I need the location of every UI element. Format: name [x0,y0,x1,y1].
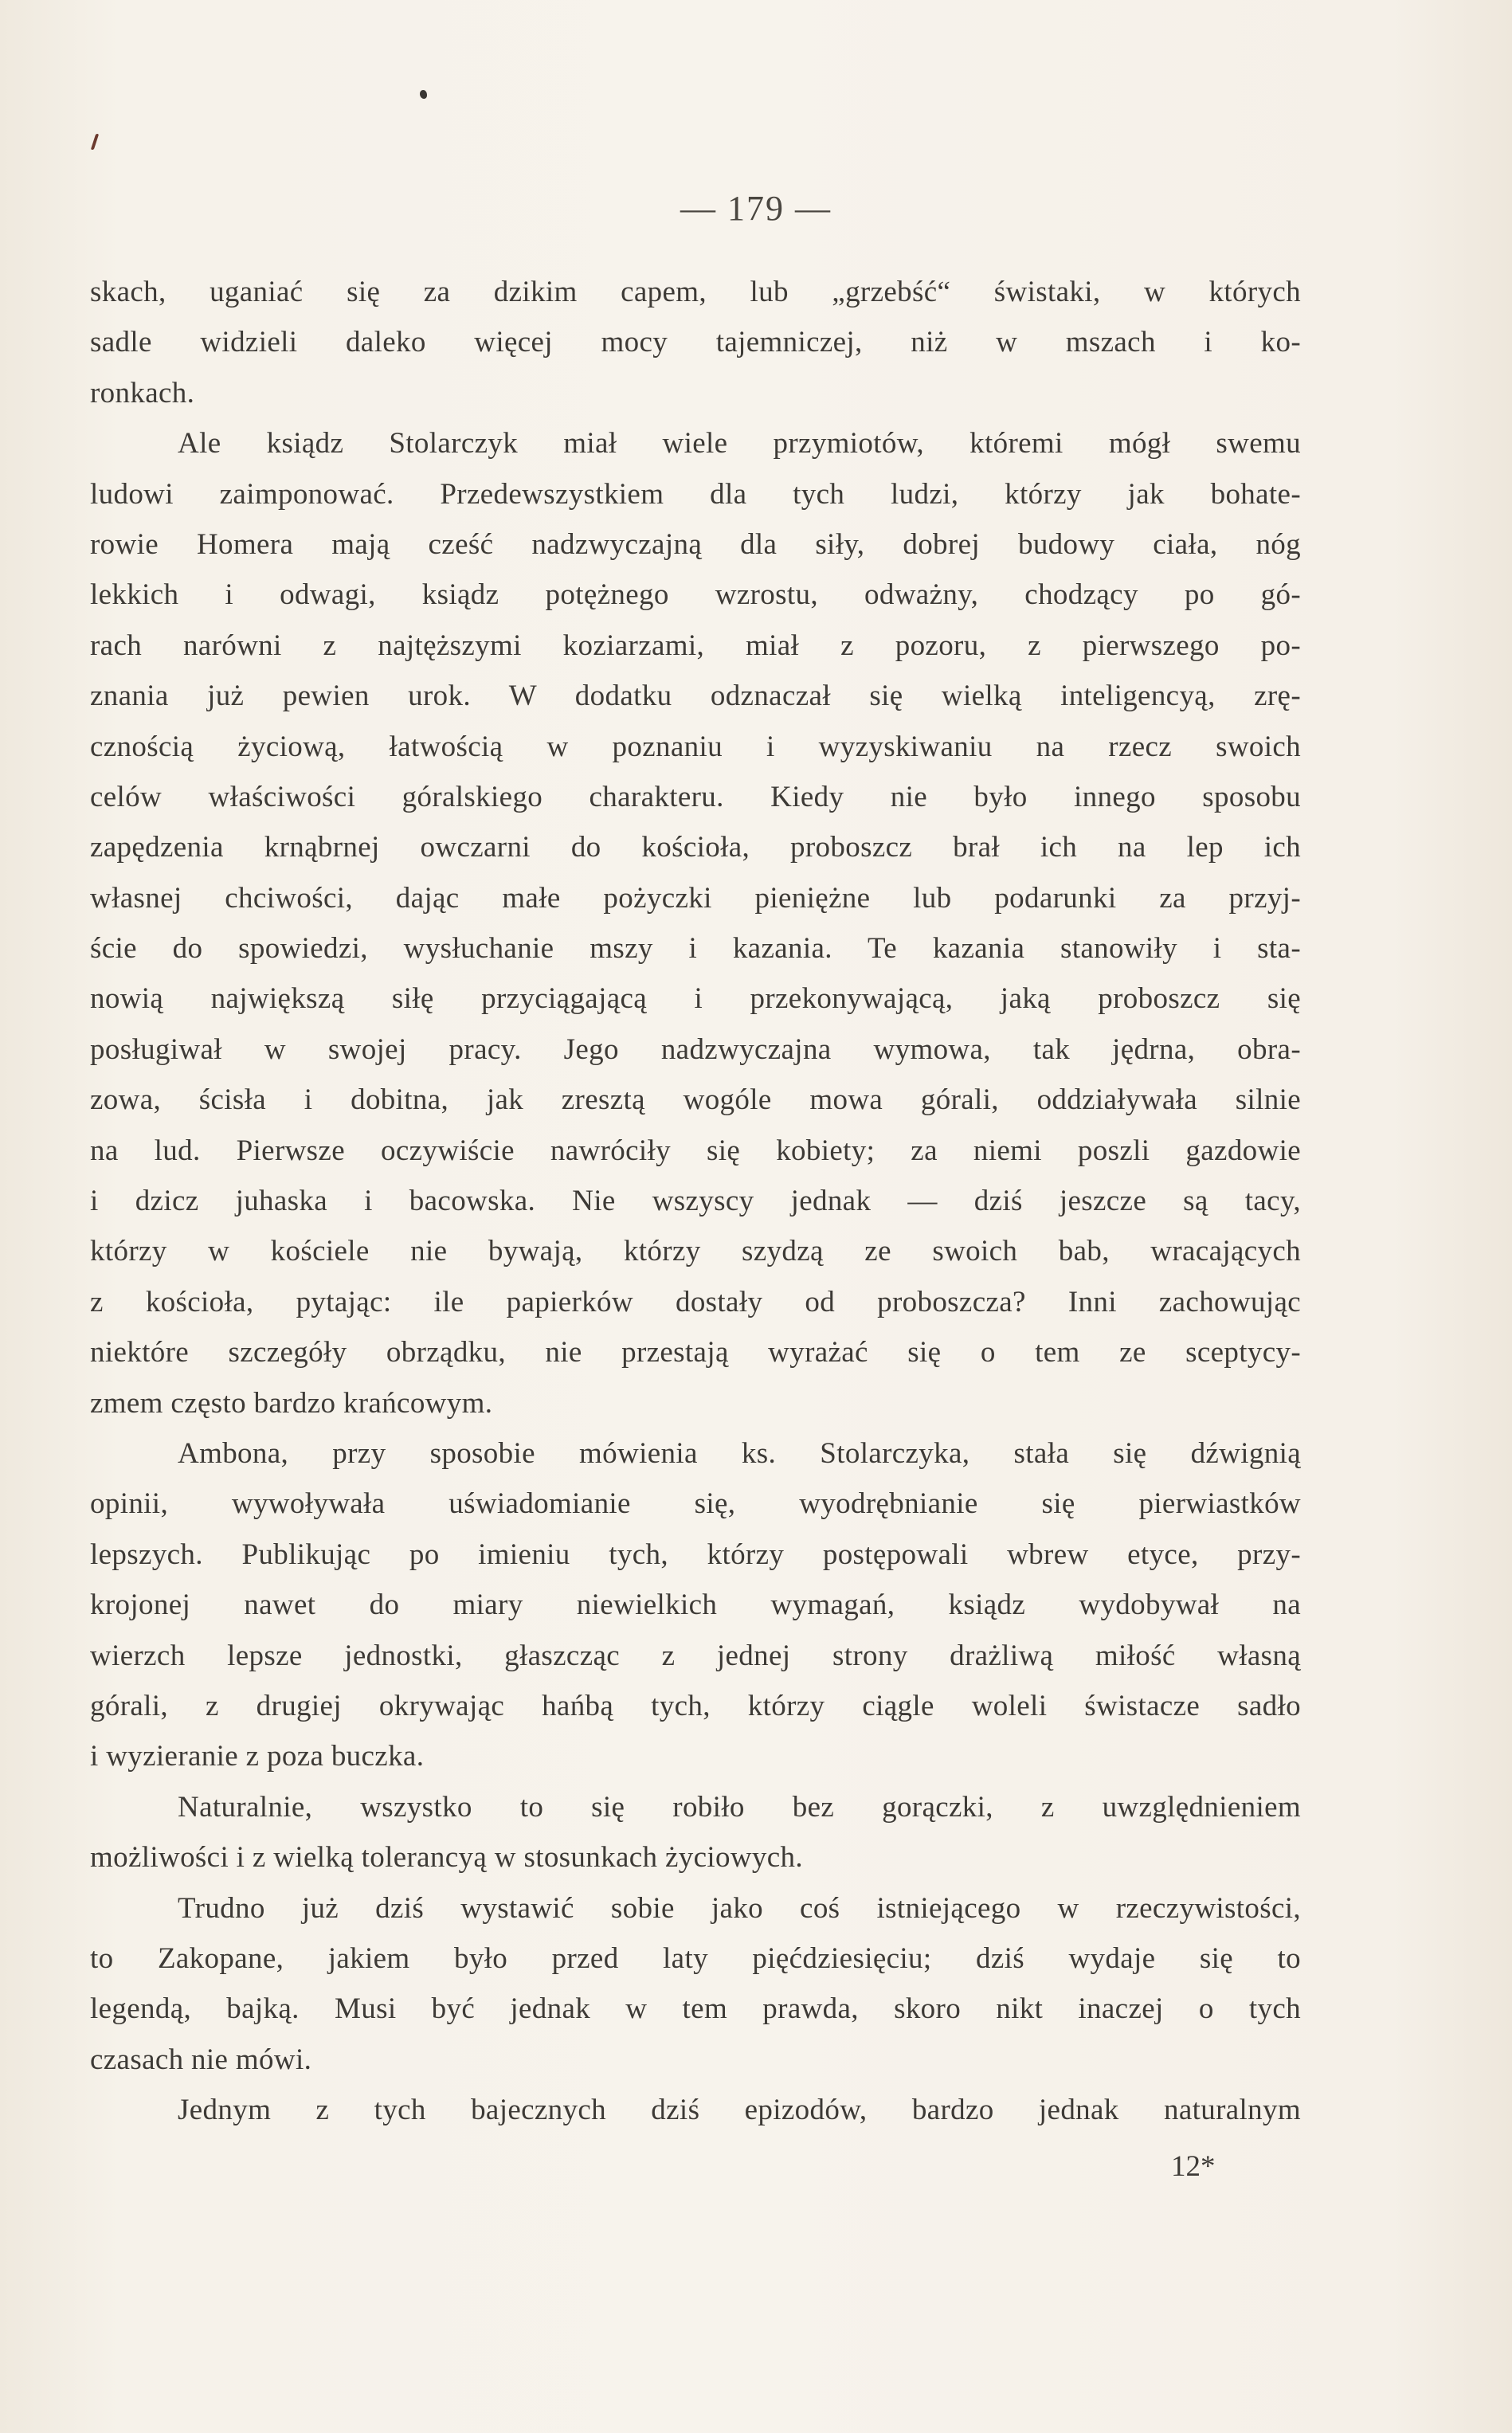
text-line: lekkich i odwagi, ksiądz potężnego wzrostu, odważny, chodzący po gó- [90,578,1301,612]
text-line: zmem często bardzo krańcowym. [90,1386,493,1420]
text-line: Jednym z tych bajecznych dziś epizodów, bardzo jednak naturalnym [178,2094,1301,2127]
text-line: możliwości i z wielką tolerancyą w stosunkach życiowych. [90,1841,803,1875]
text-line: legendą, bajką. Musi być jednak w tem prawda, skoro nikt inaczej o tych [90,1992,1301,2026]
text-line: Ale ksiądz Stolarczyk miał wiele przymiotów, któremi mógł swemu [178,427,1301,460]
text-line: to Zakopane, jakiem było przed laty pięćdziesięciu; dziś wydaje się to [90,1941,1301,1975]
page-number-header: — 179 — [680,189,832,228]
text-line: i wyzieranie z poza buczka. [90,1740,425,1773]
text-line: krojonej nawet do miary niewielkich wymagań, ksiądz wydobywał na [90,1589,1301,1622]
ink-spot [420,90,427,99]
text-line: zapędzenia krnąbrnej owczarni do kościoła, proboszcz brał ich na lep ich [90,831,1301,864]
text-line: niektóre szczegóły obrządku, nie przestają wyrażać się o tem ze sceptycy- [90,1336,1301,1369]
text-line: skach, uganiać się za dzikim capem, lub „grzebść“ świstaki, w których [90,276,1301,308]
text-line: sadle widzieli daleko więcej mocy tajemniczej, niż w mszach i ko- [90,326,1301,359]
text-line: cznością życiową, łatwością w poznaniu i wyzyskiwaniu na rzecz swoich [90,730,1301,763]
signature-mark: 12* [1171,2150,1216,2183]
text-line: czasach nie mówi. [90,2043,312,2076]
text-line: ludowi zaimponować. Przedewszystkiem dla tych ludzi, którzy jak bohate- [90,477,1301,511]
text-line: znania już pewien urok. W dodatku odznaczał się wielką inteligencyą, zrę- [90,680,1301,713]
text-line: lepszych. Publikując po imieniu tych, którzy postępowali wbrew etyce, przy- [90,1538,1301,1571]
text-line: opinii, wywoływała uświadomianie się, wyodrębnianie się pierwiastków [90,1487,1301,1521]
text-line: rach narówni z najtęższymi koziarzami, miał z pozoru, z pierwszego po- [90,629,1301,662]
text-line: którzy w kościele nie bywają, którzy szydzą ze swoich bab, wracających [90,1235,1301,1268]
text-line: wierzch lepsze jednostki, głaszcząc z jednej strony drażliwą miłość własną [90,1639,1301,1672]
text-line: własnej chciwości, dając małe pożyczki pieniężne lub podarunki za przyj- [90,881,1301,915]
text-line: z kościoła, pytając: ile papierków dostały od proboszcza? Inni zachowując [90,1285,1301,1318]
text-line: zowa, ścisła i dobitna, jak zresztą wogóle mowa górali, oddziaływała silnie [90,1083,1301,1117]
text-line: rowie Homera mają cześć nadzwyczajną dla siły, dobrej budowy ciała, nóg [90,527,1301,561]
text-line: celów właściwości góralskiego charakteru. Kiedy nie było innego sposobu [90,780,1301,813]
text-line: górali, z drugiej okrywając hańbą tych, którzy ciągle woleli świstacze sadło [90,1689,1301,1722]
ink-stroke [91,134,99,150]
text-line: Trudno już dziś wystawić sobie jako coś istniejącego w rzeczywistości, [178,1891,1301,1925]
text-line: na lud. Pierwsze oczywiście nawróciły się kobiety; za niemi poszli gazdowie [90,1134,1301,1167]
text-line: i dzicz juhaska i bacowska. Nie wszyscy jednak — dziś jeszcze są tacy, [90,1185,1301,1218]
text-line: Naturalnie, wszystko to się robiło bez gorączki, z uwzględnieniem [178,1790,1301,1824]
text-line: Ambona, przy sposobie mówienia ks. Stolarczyka, stała się dźwignią [178,1436,1301,1470]
body-text [90,267,1301,2135]
text-line: ście do spowiedzi, wysłuchanie mszy i kazania. Te kazania stanowiły i sta- [90,932,1301,966]
text-line: nowią największą siłę przyciągającą i przekonywającą, jaką proboszcz się [90,982,1301,1016]
text-line: posługiwał w swojej pracy. Jego nadzwyczajna wymowa, tak jędrna, obra- [90,1032,1301,1066]
text-line: ronkach. [90,376,195,409]
